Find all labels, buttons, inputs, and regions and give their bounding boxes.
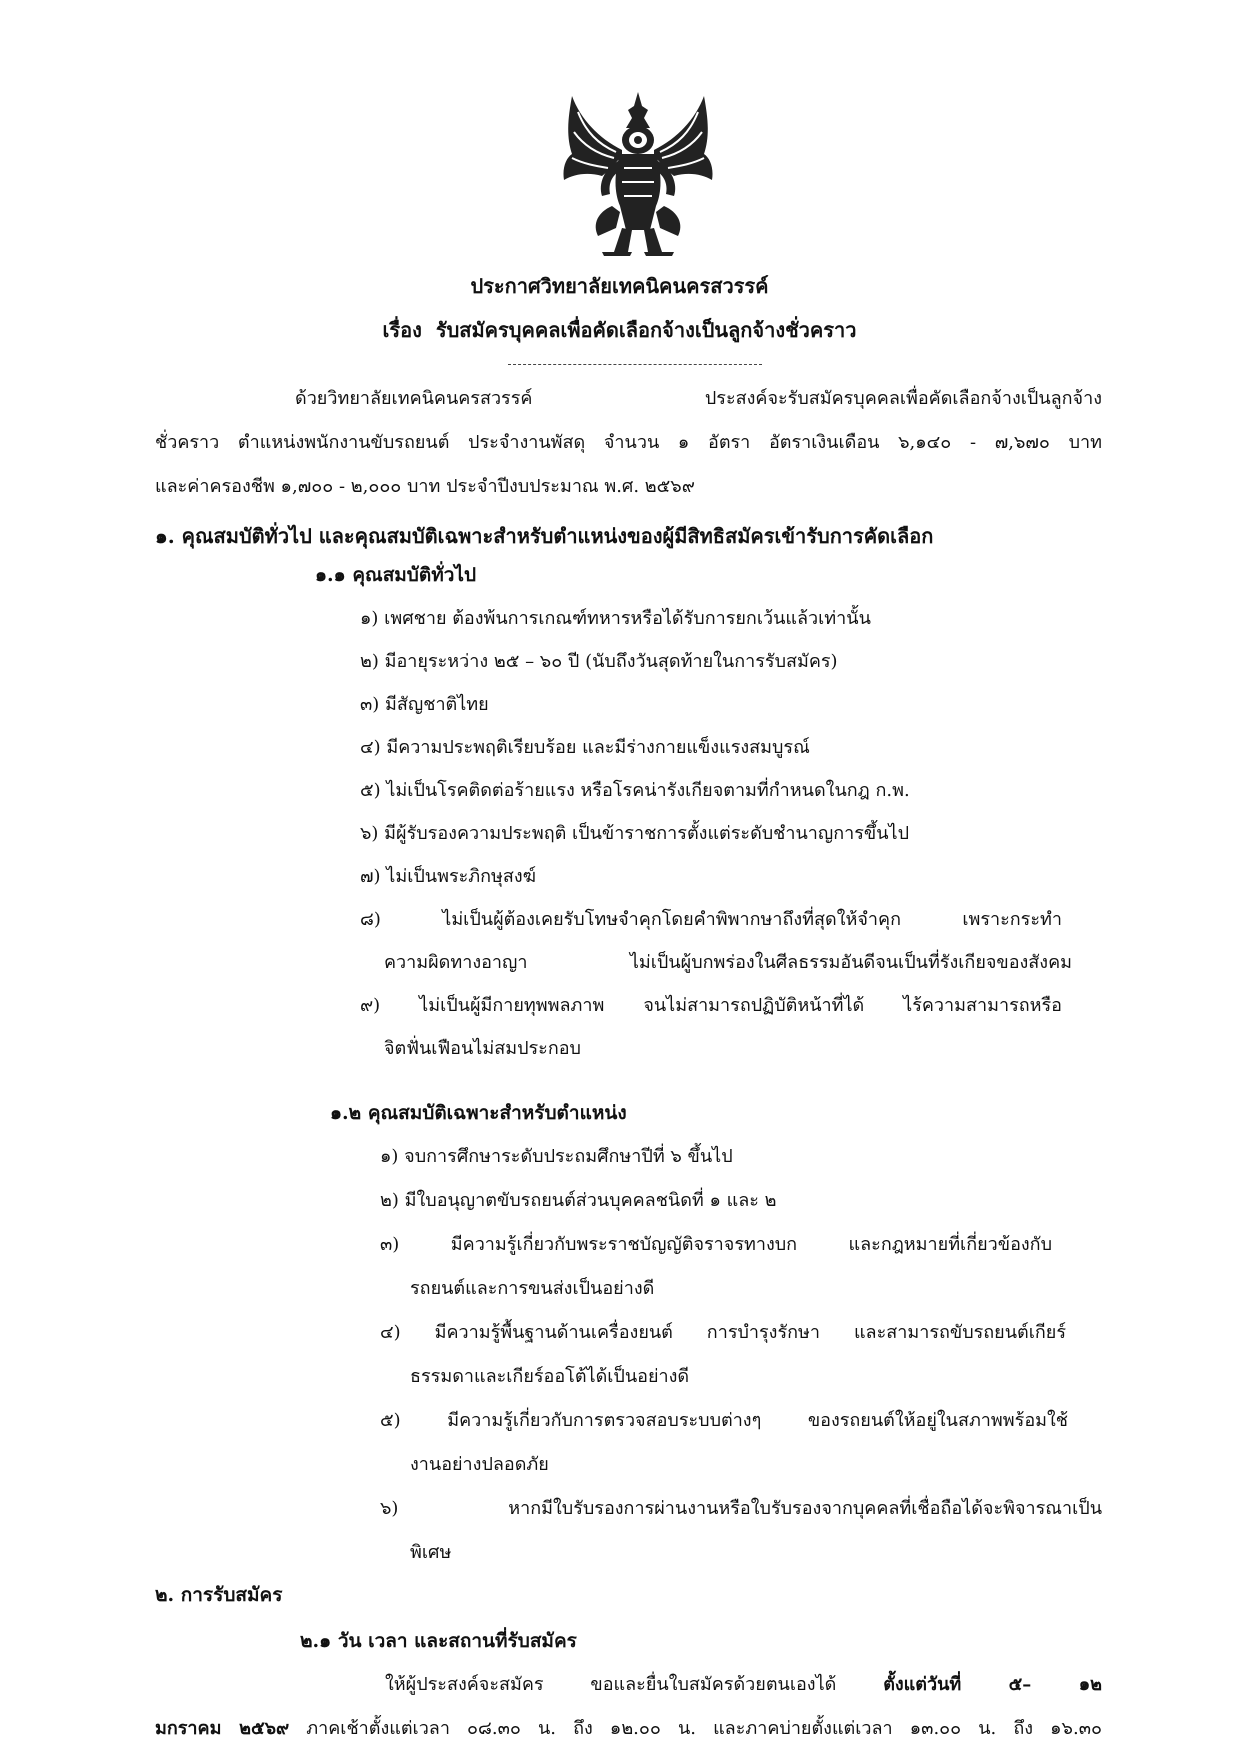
announcement-subject: [0, 314, 1239, 346]
intro-line-3: และค่าครองชีพ ๑,๗๐๐ - ๒,๐๐๐ บาท ประจำปีงบประมาณ พ.ศ. ๒๕๖๙: [155, 476, 695, 497]
specific-item: ๓) มีความรู้เกี่ยวกับพระราชบัญญัติจราจรทางบก และกฎหมายที่เกี่ยวข้องกับ: [380, 1234, 1052, 1255]
specific-item-continuation: รถยนต์และการขนส่งเป็นอย่างดี: [410, 1278, 655, 1299]
general-item: ๙) ไม่เป็นผู้มีกายทุพพลภาพ จนไม่สามารถปฏิบัติหน้าที่ได้ ไร้ความสามารถหรือ: [360, 995, 1062, 1016]
garuda-emblem-icon: [558, 88, 718, 258]
general-item-continuation: จิตฟั่นเฟือนไม่สมประกอบ: [384, 1038, 581, 1059]
section-1-heading: ๑. คุณสมบัติทั่วไป และคุณสมบัติเฉพาะสำหรับตำแหน่งของผู้มีสิทธิสมัครเข้ารับการคัดเลือก: [155, 524, 934, 548]
specific-item-continuation: งานอย่างปลอดภัย: [410, 1454, 549, 1475]
general-item: ๘) ไม่เป็นผู้ต้องเคยรับโทษจำคุกโดยคำพิพากษาถึงที่สุดให้จำคุก เพราะกระทำ: [360, 909, 1062, 930]
general-item: ๔) มีความประพฤติเรียบร้อย และมีร่างกายแข็งแรงสมบูรณ์: [360, 737, 810, 758]
registration-times: ภาคเช้าตั้งแต่เวลา ๐๘.๓๐ น. ถึง ๑๒.๐๐ น. และภาคบ่ายตั้งแต่เวลา ๑๓.๐๐ น. ถึง ๑๖.๓๐: [289, 1718, 1102, 1739]
section-1-1-heading: ๑.๑ คุณสมบัติทั่วไป: [315, 564, 477, 586]
general-item: ๒) มีอายุระหว่าง ๒๕ – ๖๐ ปี (นับถึงวันสุดท้ายในการรับสมัคร): [360, 651, 838, 672]
registration-date-start: ตั้งแต่วันที่ ๕– ๑๒: [883, 1674, 1102, 1695]
general-item-continuation: ความผิดทางอาญา ไม่เป็นผู้บกพร่องในศีลธรรมอันดีจนเป็นที่รังเกียจของสังคม: [384, 952, 1072, 973]
specific-item: ๖) หากมีใบรับรองการผ่านงานหรือใบรับรองจากบุคคลที่เชื่อถือได้จะพิจารณาเป็น: [380, 1498, 1102, 1519]
registration-text: ให้ผู้ประสงค์จะสมัคร ขอและยื่นใบสมัครด้วยตนเองได้: [385, 1674, 884, 1695]
registration-date-end: มกราคม ๒๕๖๙: [155, 1718, 290, 1739]
section-2-1-heading: ๒.๑ วัน เวลา และสถานที่รับสมัคร: [300, 1630, 577, 1652]
intro-line-1: ด้วยวิทยาลัยเทคนิคนครสวรรค์ ประสงค์จะรับสมัครบุคคลเพื่อคัดเลือกจ้างเป็นลูกจ้าง: [295, 388, 1102, 409]
section-2-heading: ๒. การรับสมัคร: [155, 1584, 283, 1606]
specific-item-continuation: พิเศษ: [410, 1542, 452, 1563]
registration-paragraph-line-1: [385, 1674, 1102, 1696]
intro-line-2: ชั่วคราว ตำแหน่งพนักงานขับรถยนต์ ประจำงานพัสดุ จำนวน ๑ อัตรา อัตราเงินเดือน ๖,๑๔๐ - ๗,๖๗๐ บาท: [155, 432, 1102, 453]
specific-item: ๕) มีความรู้เกี่ยวกับการตรวจสอบระบบต่างๆ ของรถยนต์ให้อยู่ในสภาพพร้อมใช้: [380, 1410, 1068, 1431]
general-item: ๖) มีผู้รับรองความประพฤติ เป็นข้าราชการตั้งแต่ระดับชำนาญการขึ้นไป: [360, 823, 910, 844]
specific-item: ๒) มีใบอนุญาตขับรถยนต์ส่วนบุคคลชนิดที่ ๑ และ ๒: [380, 1190, 777, 1211]
specific-item: ๑) จบการศึกษาระดับประถมศึกษาปีที่ ๖ ขึ้นไป: [380, 1146, 733, 1167]
title-divider: [508, 364, 762, 365]
section-1-2-heading: ๑.๒ คุณสมบัติเฉพาะสำหรับตำแหน่ง: [330, 1102, 627, 1124]
announcement-title: ประกาศวิทยาลัยเทคนิคนครสวรรค์: [470, 274, 769, 298]
specific-item-continuation: ธรรมดาและเกียร์ออโต้ได้เป็นอย่างดี: [410, 1366, 690, 1387]
general-item: ๓) มีสัญชาติไทย: [360, 694, 489, 715]
specific-item: ๔) มีความรู้พื้นฐานด้านเครื่องยนต์ การบำรุงรักษา และสามารถขับรถยนต์เกียร์: [380, 1322, 1066, 1343]
subject-text: รับสมัครบุคคลเพื่อคัดเลือกจ้างเป็นลูกจ้างชั่วคราว: [435, 318, 857, 342]
general-item: ๗) ไม่เป็นพระภิกษุสงฆ์: [360, 866, 537, 887]
general-item: ๑) เพศชาย ต้องพ้นการเกณฑ์ทหารหรือได้รับการยกเว้นแล้วเท่านั้น: [360, 608, 871, 629]
subject-label: เรื่อง: [382, 318, 422, 342]
registration-paragraph-line-2: [155, 1718, 1102, 1740]
general-item: ๕) ไม่เป็นโรคติดต่อร้ายแรง หรือโรคน่ารังเกียจตามที่กำหนดในกฎ ก.พ.: [360, 780, 910, 801]
